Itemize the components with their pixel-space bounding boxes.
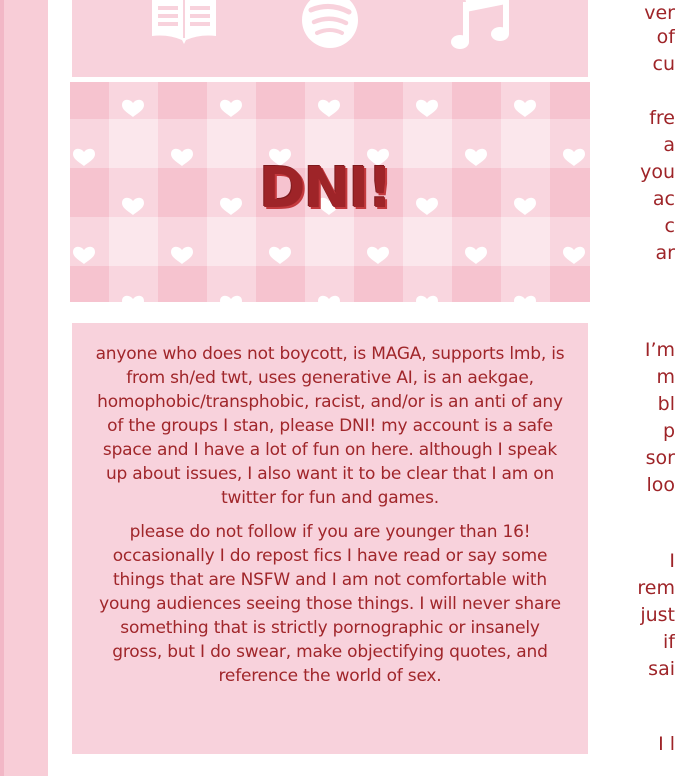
right-fragment: I’m <box>644 339 675 361</box>
right-fragment: ac <box>652 188 675 210</box>
right-fragment: rem <box>637 577 675 599</box>
gingham-heart-pattern <box>70 82 590 302</box>
notice-paragraph-1: anyone who does not boycott, is MAGA, supports lmb, is from sh/ed twt, uses generative AI, is an aekgae, homophobic/transphobic, racist, and/or is an anti of any of the groups I stan, please DNI! my account is a safe space and I have a lot of fun on here. although I speak up about issues, I also want it to be clear that I am on twitter for fun and games. <box>95 344 565 508</box>
spotify-icon[interactable] <box>301 0 359 50</box>
right-fragment: ver <box>644 2 675 24</box>
dni-banner <box>70 82 590 302</box>
music-note-icon[interactable] <box>450 0 508 50</box>
right-fragment: cu <box>652 53 675 75</box>
notice-paragraph-2: please do not follow if you are younger than 16! occasionally I do repost fics I have read or say some things that are NSFW and I am not comfortable with young audiences seeing those things. I will never share something that is strictly pornographic or insanely gross, but I do swear, make objectifying quotes, and reference the world of sex. <box>99 522 561 686</box>
right-fragment: if <box>663 631 675 653</box>
right-fragment: you <box>640 161 675 183</box>
right-fragment: of <box>656 26 675 48</box>
dni-notice-panel <box>72 323 588 754</box>
right-fragment: fre <box>649 107 675 129</box>
right-fragment: I <box>669 550 675 572</box>
right-fragment: sor <box>645 447 675 469</box>
right-fragment: bl <box>657 393 675 415</box>
right-fragment: loo <box>646 474 675 496</box>
right-fragment: I l <box>658 733 675 755</box>
book-icon[interactable] <box>150 0 218 46</box>
right-fragment: just <box>640 604 675 626</box>
right-fragment: m <box>656 366 675 388</box>
left-decorative-stripe <box>0 0 48 776</box>
right-fragment: ar <box>655 242 675 264</box>
right-fragment: sai <box>648 658 675 680</box>
icon-bar <box>72 0 588 77</box>
right-fragment: p <box>662 420 675 442</box>
right-column-text <box>596 0 675 776</box>
dni-title: DNI! <box>259 155 391 221</box>
right-fragment: a <box>663 134 675 156</box>
right-fragment: c <box>664 215 675 237</box>
